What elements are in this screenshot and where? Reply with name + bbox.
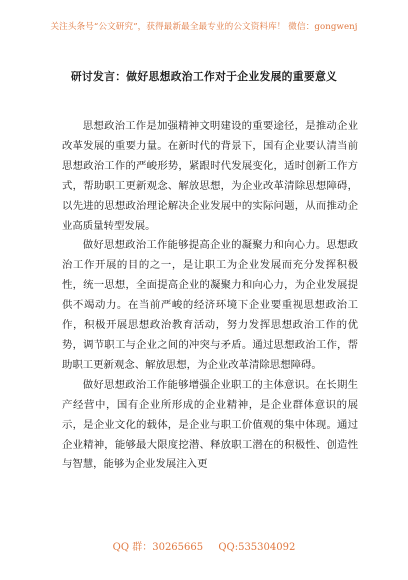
document-body xyxy=(62,117,358,475)
paragraph: 做好思想政治工作能够增强企业职工的主体意识。在长期生产经营中，国有企业所形成的企业精神，是企业群体意识的展示，是企业文化的载体，是企业与职工价值观的集中体现。通过企业精神，能够最大限度挖潜、释放职工潜在的积极性、创造性与智慧，能够为企业发展注入更 xyxy=(62,378,358,471)
header-banner: 关注头条号“公文研究”，获得最新最全最专业的公文资料库！ 微信：gongwenj xyxy=(50,22,358,32)
paragraph: 做好思想政治工作能够提高企业的凝聚力和向心力。思想政治工作开展的目的之一，是让职工为企业发展而充分发挥积极性，统一思想，全面提高企业的凝聚力和向心力，为企业发展提供不竭动力。在当前严峻的经济环境下企业要重视思想政治工作，积极开展思想政治教育活动，努力发挥思想政治工作的优势，调节职工与企业之间的冲突与矛盾。通过思想政治工作，帮助职工更新观念、解放思想，为企业改革清除思想障碍。 xyxy=(62,239,358,371)
footer-contact xyxy=(0,538,408,553)
qq-group-text: QQ 群：30265665 xyxy=(112,542,204,553)
document-title: 研讨发言：做好思想政治工作对于企业发展的重要意义 xyxy=(70,70,338,83)
qq-text: QQ:535304092 xyxy=(218,542,296,553)
paragraph: 思想政治工作是加强精神文明建设的重要途径，是推动企业改革发展的重要力量。在新时代的背景下，国有企业要认清当前思想政治工作的严峻形势，紧跟时代发展变化，适时创新工作方式，帮助职工更新观念、解放思想，为企业改革清除思想障碍，以先进的思想政治理论解决企业发展中的实际问题，从而推动企业高质量转型发展。 xyxy=(62,120,358,232)
